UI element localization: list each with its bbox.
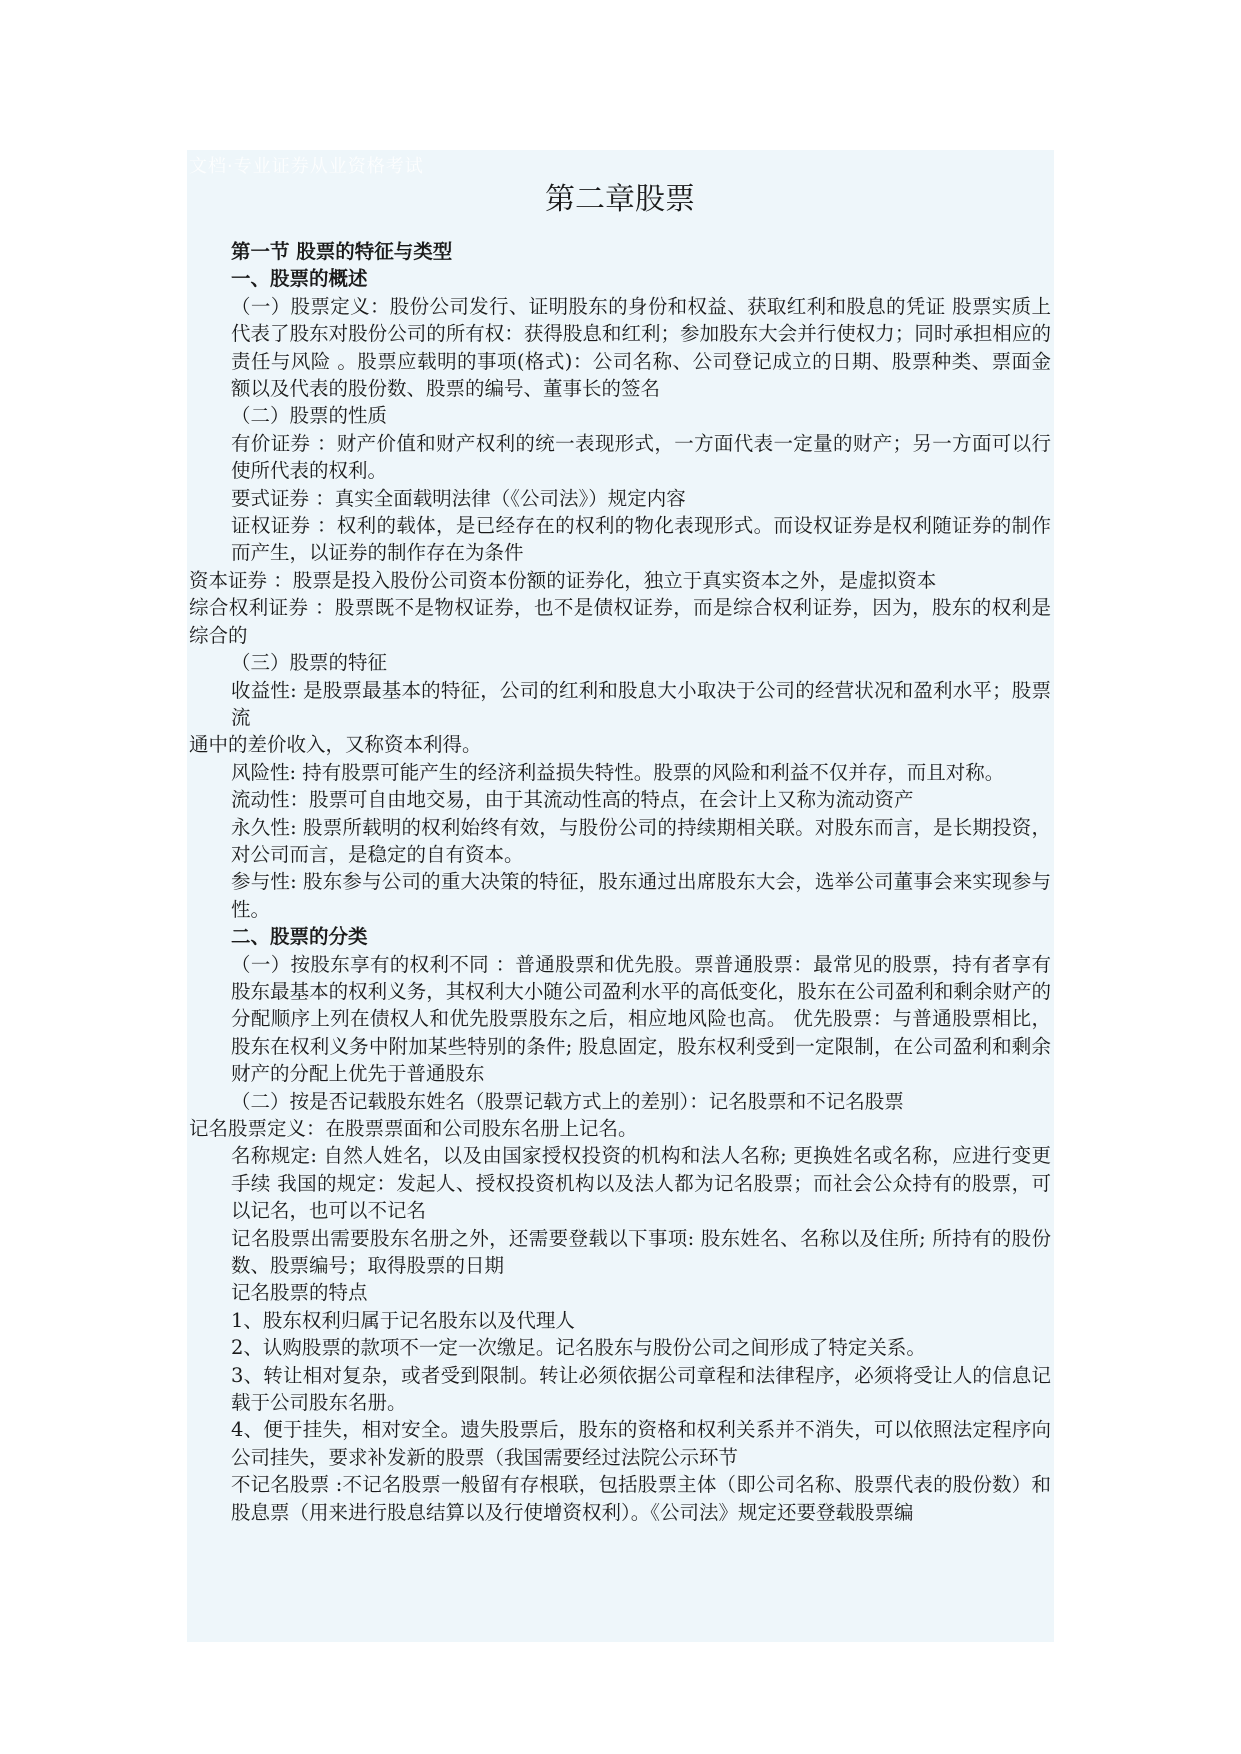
paragraph-14: 永久性: 股票所载明的权利始终有效，与股份公司的持续期相关联。对股东而言，是长期投资，对公司而言，是稳定的自有资本。: [231, 815, 1051, 866]
paragraph-2: （一）股票定义：股份公司发行、证明股东的身份和权益、获取红利和股息的凭证 股票实质上代表了股东对股份公司的所有权：获得股息和红利；参加股东大会并行使权力；同时承担相应的责任与风险 。股票应载明的事项(格式)：公司名称、公司登记成立的日期、股票种类、票面金额以及代表的股份数、股票的编号、董事长的签名: [231, 294, 1051, 401]
paragraph-18: （二）按是否记载股东姓名（股票记载方式上的差别）：记名股票和不记名股票: [231, 1089, 904, 1113]
paragraph-6: 证权证券 ：权利的载体，是已经存在的权利的物化表现形式。而设权证券是权利随证券的制作而产生，以证券的制作存在为条件: [231, 514, 1051, 565]
paragraph-10: 收益性: 是股票最基本的特征，公司的红利和股息大小取决于公司的经营状况和盈利水平；股票流: [231, 678, 1051, 729]
chapter-title: 第二章股票: [545, 182, 695, 217]
paragraph-27: 不记名股票 :不记名股票一般留有存根联，包括股票主体（即公司名称、股票代表的股份数）和股息票（用来进行股息结算以及行使增资权利）。《公司法》规定还要登载股票编: [231, 1473, 1051, 1524]
watermark-text: 文档·专业证券从业资格考试: [189, 156, 424, 177]
paragraph-list: [189, 238, 1051, 1526]
paragraph-1: 一、股票的概述: [231, 267, 368, 291]
paragraph-24: 2、认购股票的款项不一定一次缴足。记名股东与股份公司之间形成了特定关系。: [231, 1336, 926, 1360]
paragraph-25: 3、转让相对复杂，或者受到限制。转让必须依据公司章程和法律程序，必须将受让人的信息记载于公司股东名册。: [231, 1363, 1051, 1415]
paragraph-8: 综合权利证券 ：股票既不是物权证券，也不是债权证券，而是综合权利证券，因为，股东的权利是综合的: [189, 596, 1051, 647]
paragraph-15: 参与性: 股东参与公司的重大决策的特征，股东通过出席股东大会，选举公司董事会来实现参与性。: [231, 870, 1051, 921]
paragraph-22: 记名股票的特点: [231, 1281, 368, 1305]
paragraph-23: 1、股东权利归属于记名股东以及代理人: [231, 1308, 575, 1332]
paragraph-0: 第一节 股票的特征与类型: [231, 240, 453, 263]
document-body: [189, 176, 1051, 1526]
paragraph-26: 4、便于挂失，相对安全。遗失股票后，股东的资格和权利关系并不消失，可以依照法定程序向公司挂失，要求补发新的股票（我国需要经过法院公示环节: [231, 1418, 1051, 1469]
paragraph-9: （三）股票的特征: [231, 651, 388, 675]
paragraph-17: （一）按股东享有的权利不同 ：普通股票和优先股。票普通股票：最常见的股票，持有者享有股东最基本的权利义务，其权利大小随公司盈利水平的高低变化，股东在公司盈利和剩余财产的分配顺序上列在债权人和优先股票股东之后，相应地风险也高。 优先股票：与普通股票相比，股东在权利义务中附加某些特别的条件; 股息固定，股东权利受到一定限制，在公司盈利和剩余财产的分配上优先于普通股东: [231, 952, 1051, 1086]
paragraph-13: 流动性：股票可自由地交易，由于其流动性高的特点，在会计上又称为流动资产: [231, 788, 914, 812]
paragraph-19: 记名股票定义：在股票票面和公司股东名册上记名。: [189, 1117, 638, 1140]
paragraph-11: 通中的差价收入，又称资本利得。: [189, 733, 482, 757]
paragraph-4: 有价证券 ：财产价值和财产权利的统一表现形式，一方面代表一定量的财产；另一方面可以行使所代表的权利。: [231, 431, 1051, 483]
paragraph-7: 资本证券 ：股票是投入股份公司资本份额的证券化，独立于真实资本之外，是虚拟资本: [189, 568, 937, 592]
paragraph-20: 名称规定: 自然人姓名，以及由国家授权投资的机构和法人名称; 更换姓名或名称，应进行变更手续 我国的规定：发起人、授权投资机构以及法人都为记名股票；而社会公众持有的股票，可以记名，也可以不记名: [231, 1144, 1051, 1223]
paragraph-12: 风险性: 持有股票可能产生的经济利益损失特性。股票的风险和利益不仅并存，而且对称。: [231, 760, 1005, 784]
paragraph-3: （二）股票的性质: [231, 404, 388, 428]
paragraph-21: 记名股票出需要股东名册之外，还需要登载以下事项: 股东姓名、名称以及住所; 所持有的股份数、股票编号；取得股票的日期: [231, 1226, 1051, 1278]
paragraph-16: 二、股票的分类: [231, 925, 368, 949]
paragraph-5: 要式证券 ：真实全面载明法律（《公司法》）规定内容: [231, 486, 686, 510]
